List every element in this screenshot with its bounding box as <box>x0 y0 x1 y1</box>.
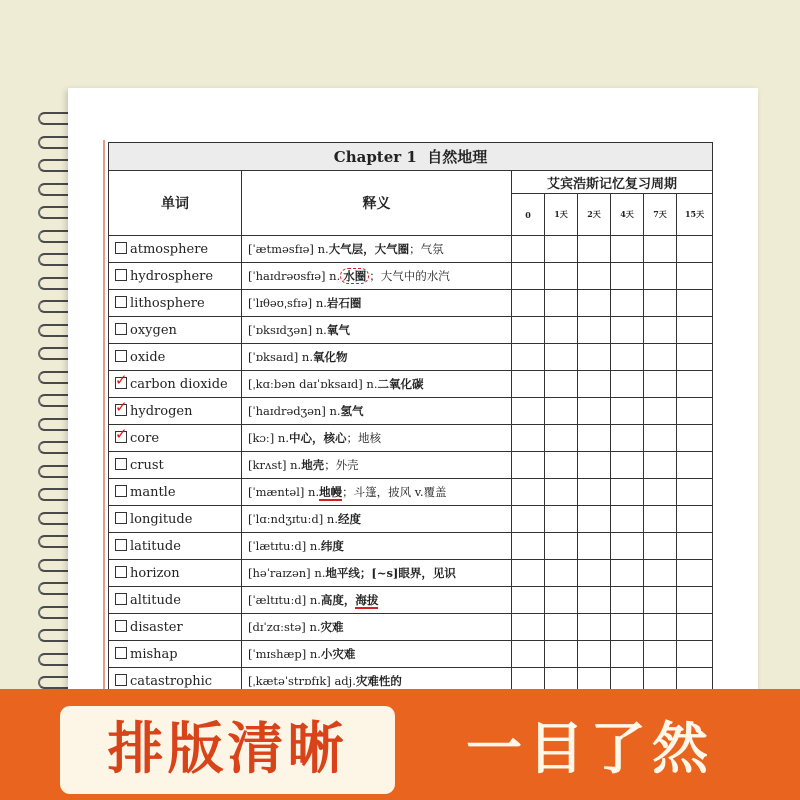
part-of-speech: n. <box>314 566 326 580</box>
part-of-speech: n. <box>317 242 329 256</box>
review-cell[interactable] <box>578 452 611 479</box>
word-text: atmosphere <box>130 241 209 257</box>
word-text: latitude <box>130 538 181 554</box>
definition-main: 灾难 <box>320 620 344 634</box>
table-row <box>109 398 713 425</box>
definition-cell <box>242 560 512 587</box>
review-cell[interactable] <box>578 641 611 668</box>
word-cell <box>109 263 242 290</box>
review-cell[interactable] <box>644 506 677 533</box>
interval-header: 0 <box>512 194 545 236</box>
definition-main: 地壳 <box>301 458 325 472</box>
checkbox[interactable] <box>115 269 127 281</box>
word-text: horizon <box>130 565 180 581</box>
definition-cell <box>242 290 512 317</box>
part-of-speech: n. <box>366 377 378 391</box>
review-cell[interactable] <box>512 290 545 317</box>
word-cell <box>109 641 242 668</box>
review-cell[interactable] <box>578 533 611 560</box>
word-text: catastrophic <box>130 673 213 689</box>
review-cell[interactable] <box>512 425 545 452</box>
review-cell[interactable] <box>677 587 713 614</box>
review-cell[interactable] <box>512 317 545 344</box>
review-cell[interactable] <box>677 236 713 263</box>
checkbox[interactable] <box>115 566 127 578</box>
definition-cell <box>242 452 512 479</box>
definition-extra: ；地核 <box>346 431 381 445</box>
definition-main: 地幔 <box>319 485 343 499</box>
review-cell[interactable] <box>545 506 578 533</box>
word-text: oxygen <box>130 322 177 338</box>
review-cell[interactable] <box>512 614 545 641</box>
definition-main: 高度， <box>320 593 356 607</box>
definition-column-header: 释义 <box>242 171 512 236</box>
checkbox[interactable] <box>115 397 128 416</box>
word-cell <box>109 425 242 452</box>
definition-main: 纬度 <box>320 539 344 553</box>
phonetic: [ˈæltɪtuːd] <box>248 593 307 607</box>
review-cell[interactable] <box>644 479 677 506</box>
chapter-topic: 自然地理 <box>427 148 488 166</box>
definition-cell <box>242 236 512 263</box>
definition-main: 中心，核心 <box>288 431 347 445</box>
review-cell[interactable] <box>611 317 644 344</box>
review-cell[interactable] <box>512 641 545 668</box>
part-of-speech: n. <box>301 350 313 364</box>
review-cell[interactable] <box>677 506 713 533</box>
review-cell[interactable] <box>512 398 545 425</box>
review-cell[interactable] <box>545 425 578 452</box>
table-row <box>109 506 713 533</box>
check-mark-icon: ✓ <box>115 370 128 389</box>
definition-cell <box>242 614 512 641</box>
review-cell[interactable] <box>644 344 677 371</box>
review-cell[interactable] <box>545 614 578 641</box>
review-cell[interactable] <box>512 587 545 614</box>
table-row <box>109 560 713 587</box>
review-cell[interactable] <box>545 587 578 614</box>
definition-cell <box>242 587 512 614</box>
review-cell[interactable] <box>611 425 644 452</box>
banner-right-text: 一目了然 <box>466 717 714 782</box>
banner-left-text: 排版清晰 <box>107 717 348 782</box>
review-cell[interactable] <box>545 560 578 587</box>
table-row <box>109 533 713 560</box>
definition-main: 地平线；[~s]眼界，见识 <box>325 566 456 580</box>
word-text: crust <box>130 457 164 473</box>
definition-cell <box>242 344 512 371</box>
part-of-speech: n. <box>290 458 302 472</box>
checkbox[interactable] <box>115 350 127 362</box>
review-cell[interactable] <box>611 371 644 398</box>
table-row <box>109 641 713 668</box>
interval-header: 7天 <box>644 194 677 236</box>
review-cell[interactable] <box>512 479 545 506</box>
review-cell[interactable] <box>578 425 611 452</box>
review-cell[interactable] <box>512 263 545 290</box>
review-cell[interactable] <box>677 290 713 317</box>
definition-cell <box>242 641 512 668</box>
review-cell[interactable] <box>644 317 677 344</box>
review-cell[interactable] <box>578 371 611 398</box>
review-cell[interactable] <box>611 290 644 317</box>
table-row <box>109 587 713 614</box>
review-cell[interactable] <box>644 641 677 668</box>
review-cell[interactable] <box>611 398 644 425</box>
phonetic: [dɪˈzɑːstə] <box>248 620 306 634</box>
review-cell[interactable] <box>644 587 677 614</box>
word-cell <box>109 290 242 317</box>
review-cell[interactable] <box>611 452 644 479</box>
review-cell[interactable] <box>512 236 545 263</box>
word-cell <box>109 587 242 614</box>
review-cell[interactable] <box>611 614 644 641</box>
checkbox[interactable] <box>115 323 127 335</box>
review-cell[interactable] <box>677 263 713 290</box>
word-text: core <box>130 430 160 446</box>
word-cell <box>109 236 242 263</box>
review-cell[interactable] <box>545 371 578 398</box>
interval-header: 4天 <box>611 194 644 236</box>
word-text: hydrogen <box>130 403 193 419</box>
review-cell[interactable] <box>611 560 644 587</box>
interval-header: 15天 <box>677 194 713 236</box>
word-cell <box>109 506 242 533</box>
definition-cell <box>242 506 512 533</box>
definition-main: 岩石圈 <box>326 296 362 310</box>
part-of-speech: n. <box>329 269 341 283</box>
review-cell[interactable] <box>545 533 578 560</box>
phonetic: [ˌkætəˈstrɒfɪk] <box>248 674 331 688</box>
review-cell[interactable] <box>578 506 611 533</box>
word-cell <box>109 371 242 398</box>
review-cell[interactable] <box>578 479 611 506</box>
check-mark-icon: ✓ <box>115 397 128 416</box>
phonetic: [ˈætməsfɪə] <box>248 242 314 256</box>
review-cell[interactable] <box>545 641 578 668</box>
definition-main: 氧化物 <box>312 350 348 364</box>
review-cell[interactable] <box>611 533 644 560</box>
review-cell[interactable] <box>512 533 545 560</box>
chapter-title <box>109 143 713 171</box>
word-text: oxide <box>130 349 166 365</box>
review-cell[interactable] <box>545 290 578 317</box>
review-cell[interactable] <box>644 452 677 479</box>
checkbox[interactable] <box>115 458 127 470</box>
review-cell[interactable] <box>644 560 677 587</box>
review-schedule-header: 艾宾浩斯记忆复习周期 <box>512 171 713 194</box>
check-mark-icon: ✓ <box>115 424 128 443</box>
phonetic: [ˈɒksaɪd] <box>248 350 299 364</box>
definition-extra: ；外壳 <box>324 458 359 472</box>
checkbox[interactable] <box>115 674 127 686</box>
table-row <box>109 236 713 263</box>
part-of-speech: n. <box>308 485 320 499</box>
phonetic: [krʌst] <box>248 458 287 472</box>
word-text: altitude <box>130 592 181 608</box>
review-cell[interactable] <box>644 290 677 317</box>
review-cell[interactable] <box>578 236 611 263</box>
word-cell <box>109 614 242 641</box>
word-text: mishap <box>130 646 178 662</box>
review-cell[interactable] <box>545 398 578 425</box>
review-cell[interactable] <box>578 344 611 371</box>
review-cell[interactable] <box>611 263 644 290</box>
part-of-speech: n. <box>309 593 321 607</box>
table-row <box>109 263 713 290</box>
review-cell[interactable] <box>677 560 713 587</box>
margin-line <box>103 140 105 700</box>
definition-cell <box>242 371 512 398</box>
part-of-speech: n. <box>309 539 321 553</box>
definition-main: 灾难性的 <box>355 674 402 688</box>
table-row <box>109 317 713 344</box>
review-cell[interactable] <box>578 560 611 587</box>
table-row <box>109 614 713 641</box>
review-cell[interactable] <box>578 290 611 317</box>
review-cell[interactable] <box>611 506 644 533</box>
review-cell[interactable] <box>545 236 578 263</box>
table-row <box>109 290 713 317</box>
review-cell[interactable] <box>512 452 545 479</box>
review-cell[interactable] <box>644 371 677 398</box>
table-row <box>109 371 713 398</box>
phonetic: [ˈlɑːndʒɪtuːd] <box>248 512 324 526</box>
review-cell[interactable] <box>545 452 578 479</box>
review-cell[interactable] <box>512 344 545 371</box>
review-cell[interactable] <box>611 236 644 263</box>
part-of-speech: adj. <box>334 674 356 688</box>
definition-main: 经度 <box>337 512 361 526</box>
part-of-speech: n. <box>309 647 321 661</box>
definition-extra: ；气氛 <box>409 242 444 256</box>
definition-cell <box>242 398 512 425</box>
word-text: mantle <box>130 484 176 500</box>
phonetic: [həˈraɪzən] <box>248 566 311 580</box>
interval-header: 2天 <box>578 194 611 236</box>
definition-cell <box>242 533 512 560</box>
review-cell[interactable] <box>545 479 578 506</box>
word-text: hydrosphere <box>130 268 214 284</box>
part-of-speech: n. <box>277 431 289 445</box>
definition-main: 小灾难 <box>320 647 356 661</box>
review-cell[interactable] <box>644 236 677 263</box>
review-cell[interactable] <box>677 425 713 452</box>
review-cell[interactable] <box>677 344 713 371</box>
definition-cell <box>242 317 512 344</box>
definition-main: 二氧化碳 <box>377 377 424 391</box>
checkbox[interactable] <box>115 647 127 659</box>
part-of-speech: n. <box>315 323 327 337</box>
definition-cell <box>242 425 512 452</box>
part-of-speech: n. <box>315 296 327 310</box>
review-cell[interactable] <box>611 587 644 614</box>
review-cell[interactable] <box>578 587 611 614</box>
review-cell[interactable] <box>512 506 545 533</box>
review-cell[interactable] <box>545 344 578 371</box>
vocabulary-table <box>108 142 713 695</box>
review-cell[interactable] <box>578 398 611 425</box>
word-cell <box>109 533 242 560</box>
word-text: lithosphere <box>130 295 205 311</box>
review-cell[interactable] <box>677 641 713 668</box>
table-row <box>109 425 713 452</box>
checkbox[interactable] <box>115 242 127 254</box>
word-text: longitude <box>130 511 193 527</box>
review-cell[interactable] <box>677 479 713 506</box>
phonetic: [ˈmæntəl] <box>248 485 305 499</box>
word-cell <box>109 452 242 479</box>
review-cell[interactable] <box>512 560 545 587</box>
review-cell[interactable] <box>644 263 677 290</box>
review-cell[interactable] <box>512 371 545 398</box>
phonetic: [ˈlætɪtuːd] <box>248 539 307 553</box>
checkbox[interactable] <box>115 539 127 551</box>
definition-cell <box>242 263 512 290</box>
review-cell[interactable] <box>677 398 713 425</box>
part-of-speech: n. <box>329 404 341 418</box>
review-cell[interactable] <box>677 614 713 641</box>
review-cell[interactable] <box>677 452 713 479</box>
table-row <box>109 452 713 479</box>
word-cell <box>109 560 242 587</box>
phonetic: [ˈhaɪdrədʒən] <box>248 404 326 418</box>
review-cell[interactable] <box>611 344 644 371</box>
definition-extra: ；大气中的水汽 <box>369 269 450 283</box>
review-cell[interactable] <box>644 614 677 641</box>
part-of-speech: n. <box>326 512 338 526</box>
phonetic: [ˈmɪshæp] <box>248 647 307 661</box>
review-cell[interactable] <box>611 479 644 506</box>
checkbox[interactable] <box>115 512 127 524</box>
checkbox[interactable] <box>115 620 127 632</box>
phonetic: [ˈɒksɪdʒən] <box>248 323 313 337</box>
table-row <box>109 344 713 371</box>
checkbox[interactable] <box>115 370 128 389</box>
checkbox[interactable] <box>115 485 127 497</box>
word-cell <box>109 344 242 371</box>
review-cell[interactable] <box>644 533 677 560</box>
definition-extra: 海拔 <box>355 593 379 607</box>
word-text: carbon dioxide <box>130 376 228 392</box>
review-cell[interactable] <box>644 425 677 452</box>
checkbox[interactable] <box>115 593 127 605</box>
review-cell[interactable] <box>677 317 713 344</box>
word-cell <box>109 479 242 506</box>
review-cell[interactable] <box>611 641 644 668</box>
review-cell[interactable] <box>545 317 578 344</box>
table-row <box>109 479 713 506</box>
definition-main: 大气层，大气圈 <box>328 242 410 256</box>
word-column-header: 单词 <box>109 171 242 236</box>
phonetic: [ˌkɑːbən daɪˈɒksaɪd] <box>248 377 363 391</box>
word-text: disaster <box>130 619 183 635</box>
definition-main: 氧气 <box>326 323 350 337</box>
review-cell[interactable] <box>578 317 611 344</box>
definition-main: 氢气 <box>340 404 364 418</box>
review-cell[interactable] <box>545 263 578 290</box>
chapter-label: Chapter 1 <box>333 148 417 166</box>
review-cell[interactable] <box>677 371 713 398</box>
interval-header: 1天 <box>545 194 578 236</box>
phonetic: [kɔː] <box>248 431 275 445</box>
phonetic: [ˈlɪθəʊˌsfɪə] <box>248 296 313 310</box>
word-cell <box>109 398 242 425</box>
phonetic: [ˈhaɪdrəʊsfɪə] <box>248 269 326 283</box>
definition-extra: ；斗篷，披风 v.覆盖 <box>342 485 447 499</box>
definition-main: 水圈 <box>340 268 369 284</box>
definition-cell <box>242 479 512 506</box>
review-cell[interactable] <box>644 398 677 425</box>
checkbox[interactable] <box>115 296 127 308</box>
word-cell <box>109 317 242 344</box>
part-of-speech: n. <box>309 620 321 634</box>
review-cell[interactable] <box>578 263 611 290</box>
review-cell[interactable] <box>578 614 611 641</box>
review-cell[interactable] <box>677 533 713 560</box>
checkbox[interactable] <box>115 424 128 443</box>
